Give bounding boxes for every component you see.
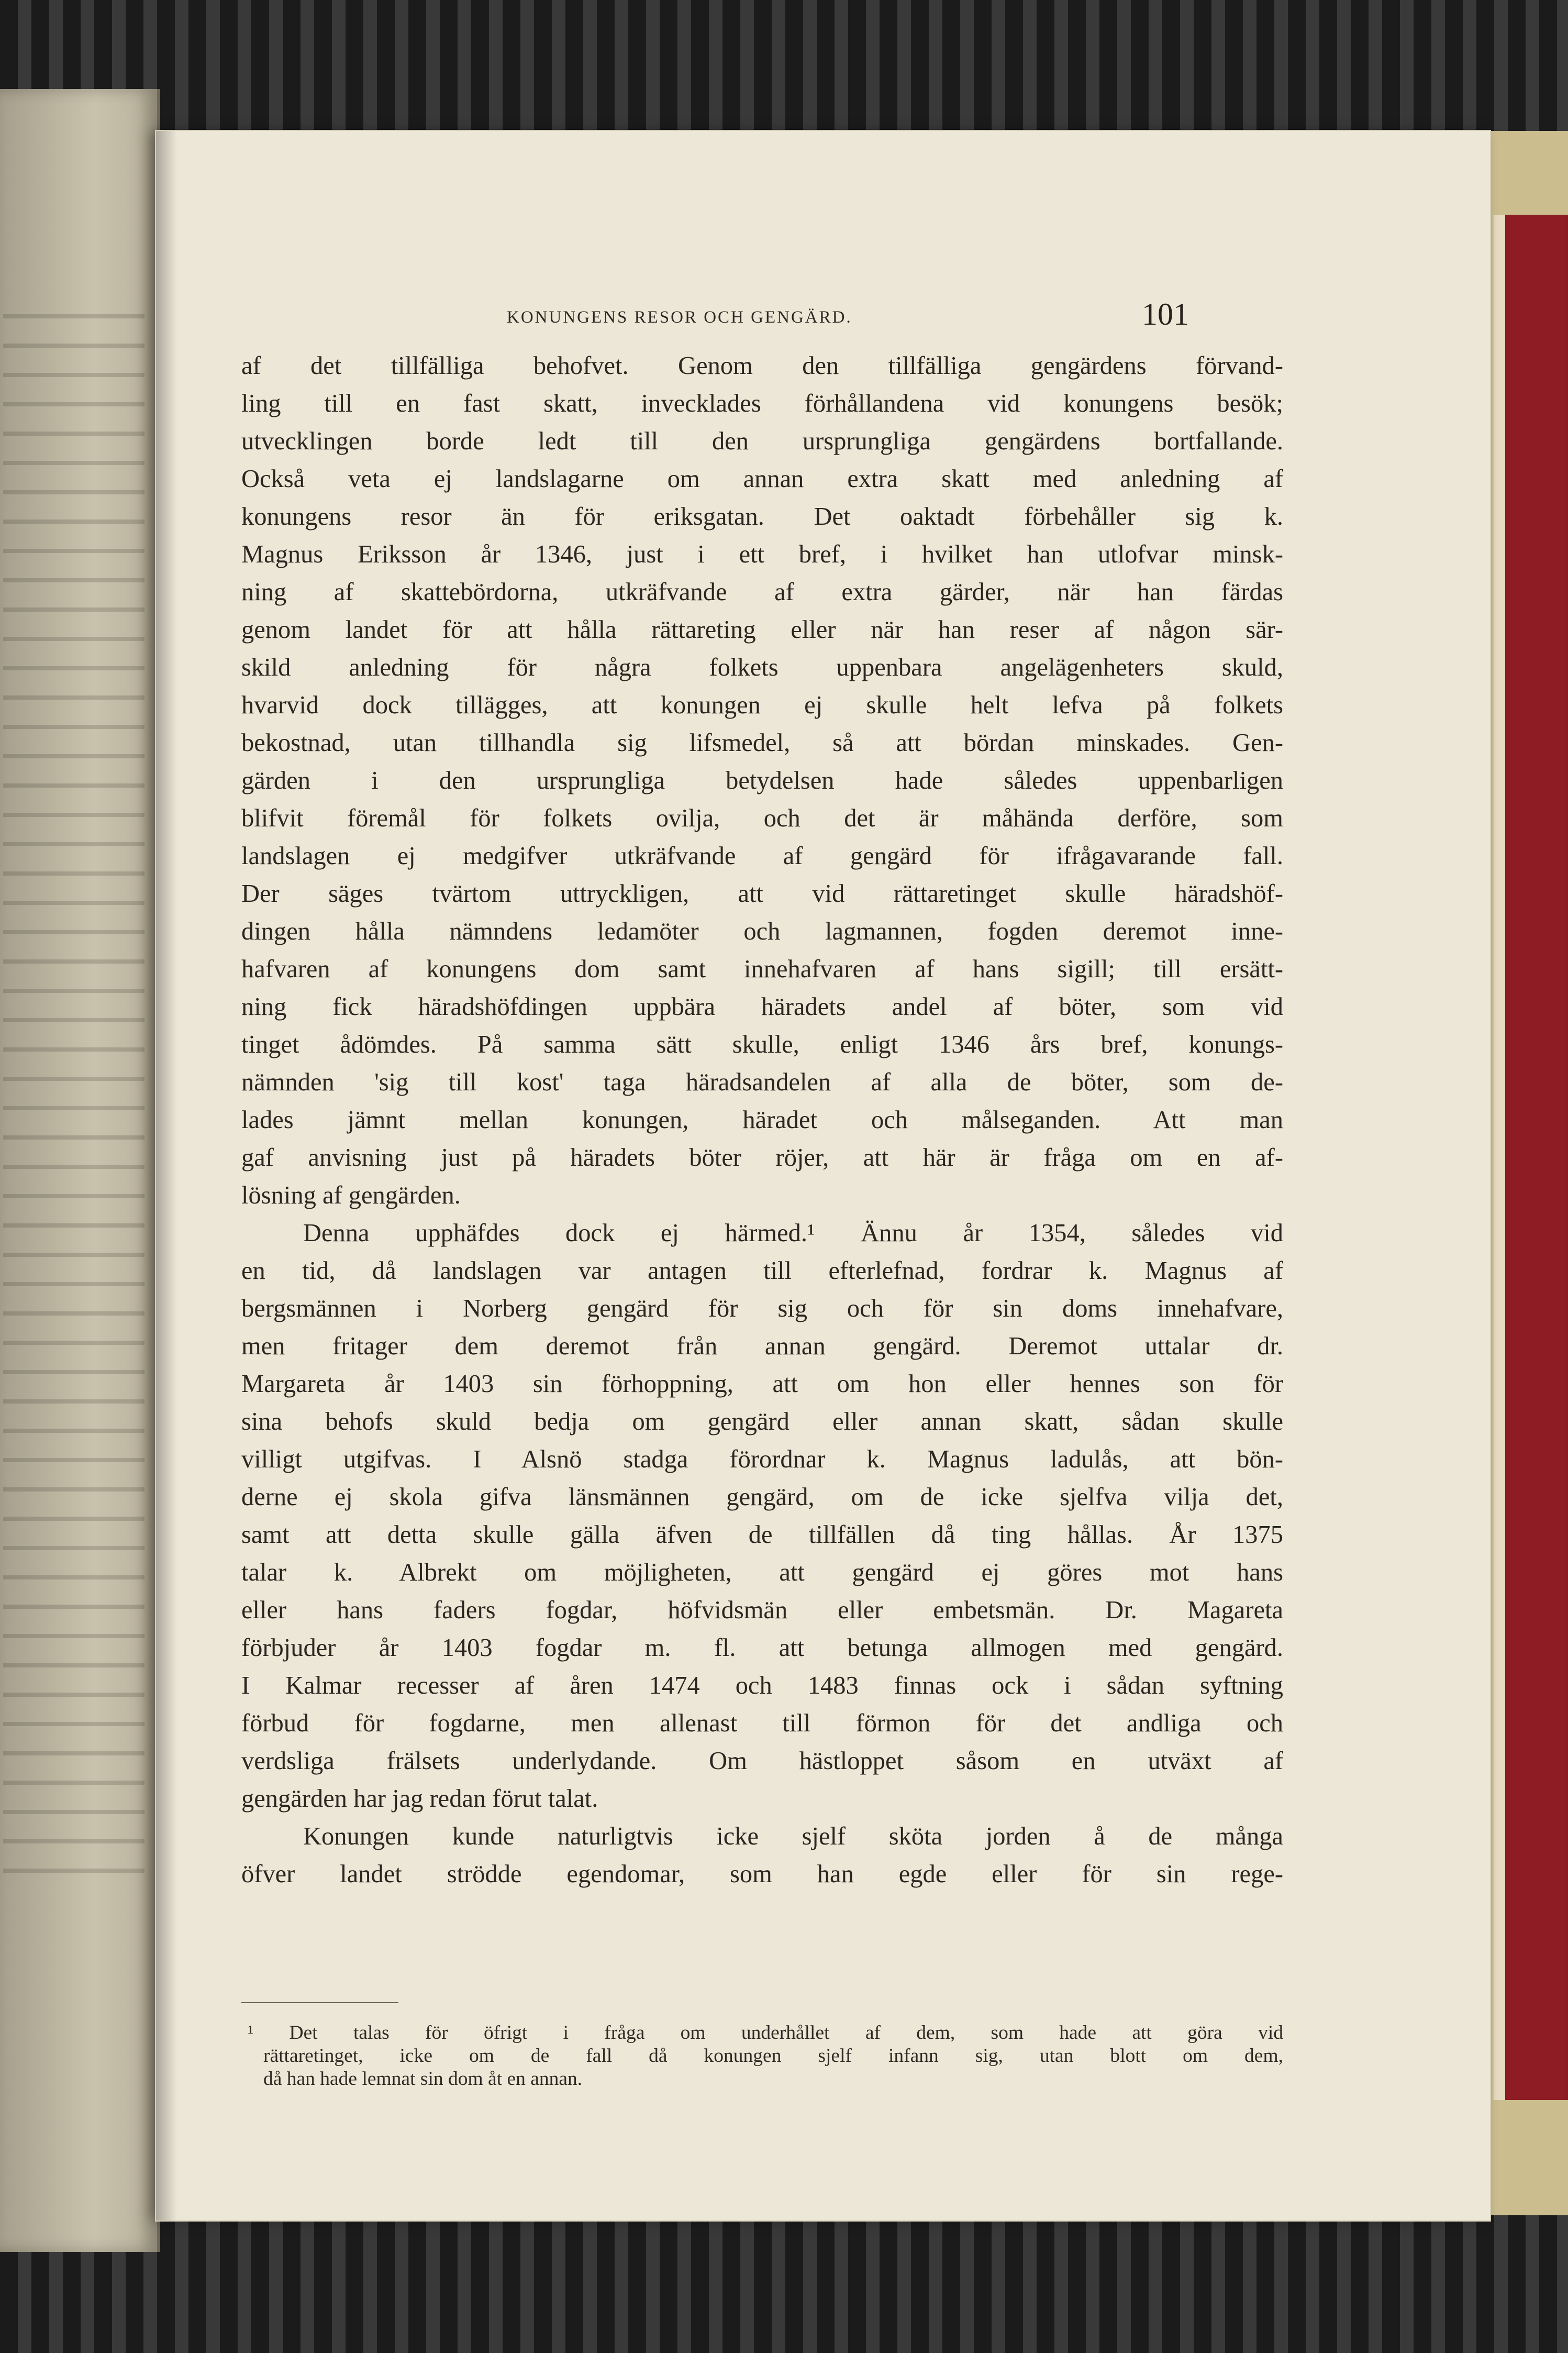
text-line: I Kalmar recesser af åren 1474 och 1483 finnas ock i sådan syftning	[241, 1672, 1283, 1699]
text-line: dingen hålla nämndens ledamöter och lagmannen, fogden deremot inne-	[241, 918, 1283, 945]
text-line: gärden i den ursprungliga betydelsen hade således uppenbarligen	[241, 767, 1283, 794]
text-line: förbud för fogdarne, men allenast till förmon för det andliga och	[241, 1709, 1283, 1737]
text-line: villigt utgifvas. I Alsnö stadga förordnar k. Magnus ladulås, att bön-	[241, 1445, 1283, 1473]
text-line: Också veta ej landslagarne om annan extra skatt med anledning af	[241, 465, 1283, 493]
text-line: derne ej skola gifva länsmännen gengärd, om de icke sjelfva vilja det,	[241, 1483, 1283, 1511]
footnote	[248, 2021, 1283, 2091]
running-head: KONUNGENS RESOR OCH GENGÄRD.	[507, 308, 852, 327]
text-line: ning fick häradshöfdingen uppbära häradets andel af böter, som vid	[241, 993, 1283, 1021]
text-line: konungens resor än för eriksgatan. Det oaktadt förbehåller sig k.	[241, 503, 1283, 531]
text-line: genom landet för att hålla rättareting eller när han reser af någon sär-	[241, 616, 1283, 644]
text-line: utvecklingen borde ledt till den ursprungliga gengärdens bortfallande.	[241, 427, 1283, 455]
book-page	[156, 131, 1490, 2221]
facing-page-edge	[0, 89, 160, 2252]
text-line: Denna upphäfdes dock ej härmed.¹ Ännu år 1354, således vid	[303, 1219, 1283, 1247]
text-line: eller hans faders fogdar, höfvidsmän eller embetsmän. Dr. Magareta	[241, 1596, 1283, 1624]
book-edge-bottom	[1484, 2100, 1568, 2215]
page-header	[156, 293, 1490, 335]
text-line: verdsliga frälsets underlydande. Om hästloppet såsom en utväxt af	[241, 1747, 1283, 1775]
footnote-line: rättaretinget, icke om de fall då konungen sjelf infann sig, utan blott om dem,	[263, 2045, 1283, 2067]
text-line: men fritager dem deremot från annan gengärd. Deremot uttalar dr.	[241, 1332, 1283, 1360]
text-line: hvarvid dock tillägges, att konungen ej skulle helt lefva på folkets	[241, 691, 1283, 719]
text-line: landslagen ej medgifver utkräfvande af gengärd för ifrågavarande fall.	[241, 842, 1283, 870]
footnote-rule	[241, 2002, 398, 2003]
footnote-line: ¹ Det talas för öfrigt i fråga om underhållet af dem, som hade att göra vid	[248, 2022, 1283, 2043]
text-line: sina behofs skuld bedja om gengärd eller annan skatt, sådan skulle	[241, 1408, 1283, 1435]
body-text	[241, 347, 1283, 1893]
text-line: af det tillfälliga behofvet. Genom den tillfälliga gengärdens förvand-	[241, 352, 1283, 380]
text-line: samt att detta skulle gälla äfven de tillfällen då ting hållas. År 1375	[241, 1521, 1283, 1549]
text-line: Konungen kunde naturligtvis icke sjelf sköta jorden å de många	[303, 1822, 1283, 1850]
text-line: gengärden har jag redan förut talat.	[241, 1785, 598, 1813]
book-block-edge	[1484, 131, 1568, 2215]
text-line: Der säges tvärtom uttryckligen, att vid rättaretinget skulle häradshöf-	[241, 880, 1283, 908]
text-line: gaf anvisning just på häradets böter röjer, att här är fråga om en af-	[241, 1144, 1283, 1172]
text-line: öfver landet strödde egendomar, som han egde eller för sin rege-	[241, 1860, 1283, 1888]
text-line: blifvit föremål för folkets ovilja, och det är måhända derföre, som	[241, 804, 1283, 832]
page-number: 101	[1142, 297, 1189, 332]
text-line: Margareta år 1403 sin förhoppning, att om hon eller hennes son för	[241, 1370, 1283, 1398]
text-line: talar k. Albrekt om möjligheten, att gengärd ej göres mot hans	[241, 1559, 1283, 1586]
text-line: lösning af gengärden.	[241, 1181, 461, 1209]
book-edge-top	[1484, 131, 1568, 215]
text-line: skild anledning för några folkets uppenbara angelägenheters skuld,	[241, 654, 1283, 681]
text-line: nämnden 'sig till kost' taga häradsandelen af alla de böter, som de-	[241, 1068, 1283, 1096]
text-line: en tid, då landslagen var antagen till efterlefnad, fordrar k. Magnus af	[241, 1257, 1283, 1285]
text-line: Magnus Eriksson år 1346, just i ett bref, i hvilket han utlofvar minsk-	[241, 540, 1283, 568]
text-line: ling till en fast skatt, invecklades förhållandena vid konungens besök;	[241, 390, 1283, 417]
text-line: ning af skattebördorna, utkräfvande af extra gärder, när han färdas	[241, 578, 1283, 606]
facing-page-text-bleed	[3, 314, 144, 1885]
page-gutter-shadow	[156, 131, 177, 2221]
text-line: tinget ådömdes. På samma sätt skulle, enligt 1346 års bref, konungs-	[241, 1031, 1283, 1058]
text-line: förbjuder år 1403 fogdar m. fl. att betunga allmogen med gengärd.	[241, 1634, 1283, 1662]
text-line: lades jämnt mellan konungen, häradet och målseganden. Att man	[241, 1106, 1283, 1134]
footnote-line: då han hade lemnat sin dom åt en annan.	[263, 2068, 583, 2090]
text-line: bekostnad, utan tillhandla sig lifsmedel, så att bördan minskades. Gen-	[241, 729, 1283, 757]
text-line: bergsmännen i Norberg gengärd för sig och för sin doms innehafvare,	[241, 1295, 1283, 1322]
text-line: hafvaren af konungens dom samt innehafvaren af hans sigill; till ersätt-	[241, 955, 1283, 983]
